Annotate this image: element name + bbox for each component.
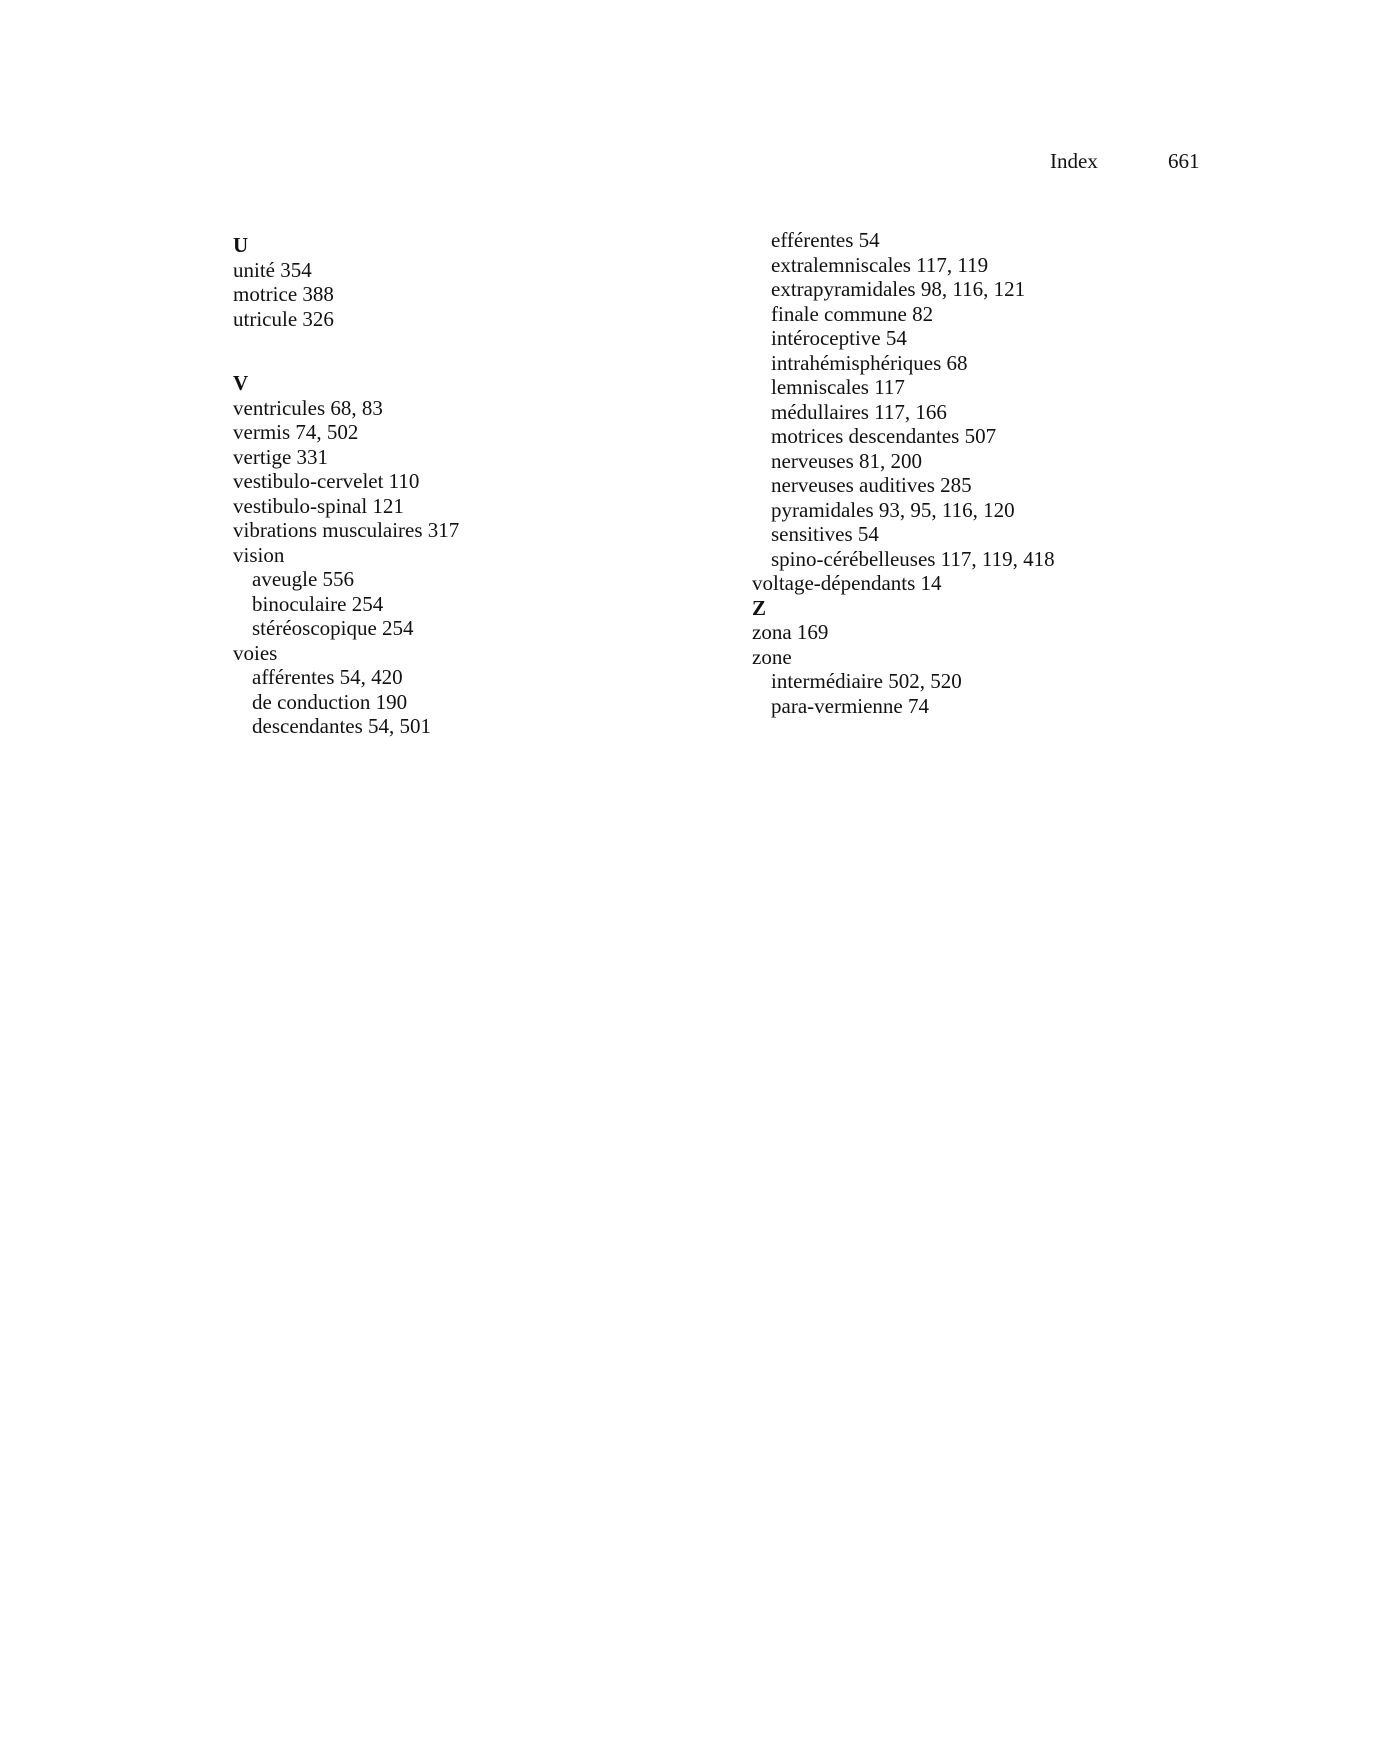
- index-entry: motrice 388: [233, 282, 334, 306]
- running-header: [1050, 146, 1210, 176]
- index-subentry: intrahémisphériques 68: [771, 350, 968, 375]
- index-entry: vibrations musculaires 317: [233, 518, 460, 542]
- index-entry: vision: [233, 542, 285, 567]
- index-subentry: intéroceptive 54: [771, 326, 907, 350]
- index-subentry: intermédiaire 502, 520: [771, 669, 962, 693]
- index-entry: unité 354: [233, 257, 312, 282]
- index-entry: ventricules 68, 83: [233, 395, 383, 420]
- index-entry: voltage-dépendants 14: [752, 571, 942, 595]
- index-subentry: aveugle 556: [252, 567, 355, 591]
- index-subentry: motrices descendantes 507: [771, 424, 997, 448]
- index-subentry: nerveuses 81, 200: [771, 448, 923, 473]
- index-entry: vestibulo-spinal 121: [233, 493, 404, 518]
- index-entry: utricule 326: [233, 306, 334, 331]
- index-subentry: efférentes 54: [771, 228, 880, 252]
- index-entry: zona 169: [752, 620, 829, 644]
- index-column-left: [233, 233, 703, 739]
- index-subentry: para-vermienne 74: [771, 693, 930, 718]
- index-entry: vermis 74, 502: [233, 420, 359, 444]
- index-entry: vertige 331: [233, 444, 329, 469]
- index-subentry: stéréoscopique 254: [252, 616, 414, 640]
- index-column-right: [752, 228, 1222, 718]
- index-entry: vestibulo-cervelet 110: [233, 469, 420, 493]
- section-letter-v: V: [233, 371, 249, 395]
- section-letter-z: Z: [752, 595, 767, 620]
- index-subentry: médullaires 117, 166: [771, 399, 947, 424]
- section-letter-u: U: [233, 233, 249, 257]
- section-gap: [233, 331, 703, 371]
- index-subentry: descendantes 54, 501: [252, 714, 432, 738]
- index-entry: zone: [752, 644, 792, 669]
- index-subentry: extrapyramidales 98, 116, 121: [771, 277, 1026, 301]
- index-entry: voies: [233, 640, 278, 665]
- header-title: Index: [1050, 149, 1098, 173]
- index-subentry: spino-cérébelleuses 117, 119, 418: [771, 546, 1055, 571]
- index-subentry: finale commune 82: [771, 301, 934, 326]
- index-subentry: lemniscales 117: [771, 375, 905, 399]
- index-subentry: nerveuses auditives 285: [771, 473, 972, 497]
- index-subentry: afférentes 54, 420: [252, 665, 403, 689]
- index-subentry: de conduction 190: [252, 689, 408, 714]
- index-subentry: binoculaire 254: [252, 591, 384, 616]
- page-number: 661: [1168, 149, 1200, 173]
- index-subentry: extralemniscales 117, 119: [771, 252, 989, 277]
- index-subentry: pyramidales 93, 95, 116, 120: [771, 497, 1015, 522]
- index-subentry: sensitives 54: [771, 522, 879, 546]
